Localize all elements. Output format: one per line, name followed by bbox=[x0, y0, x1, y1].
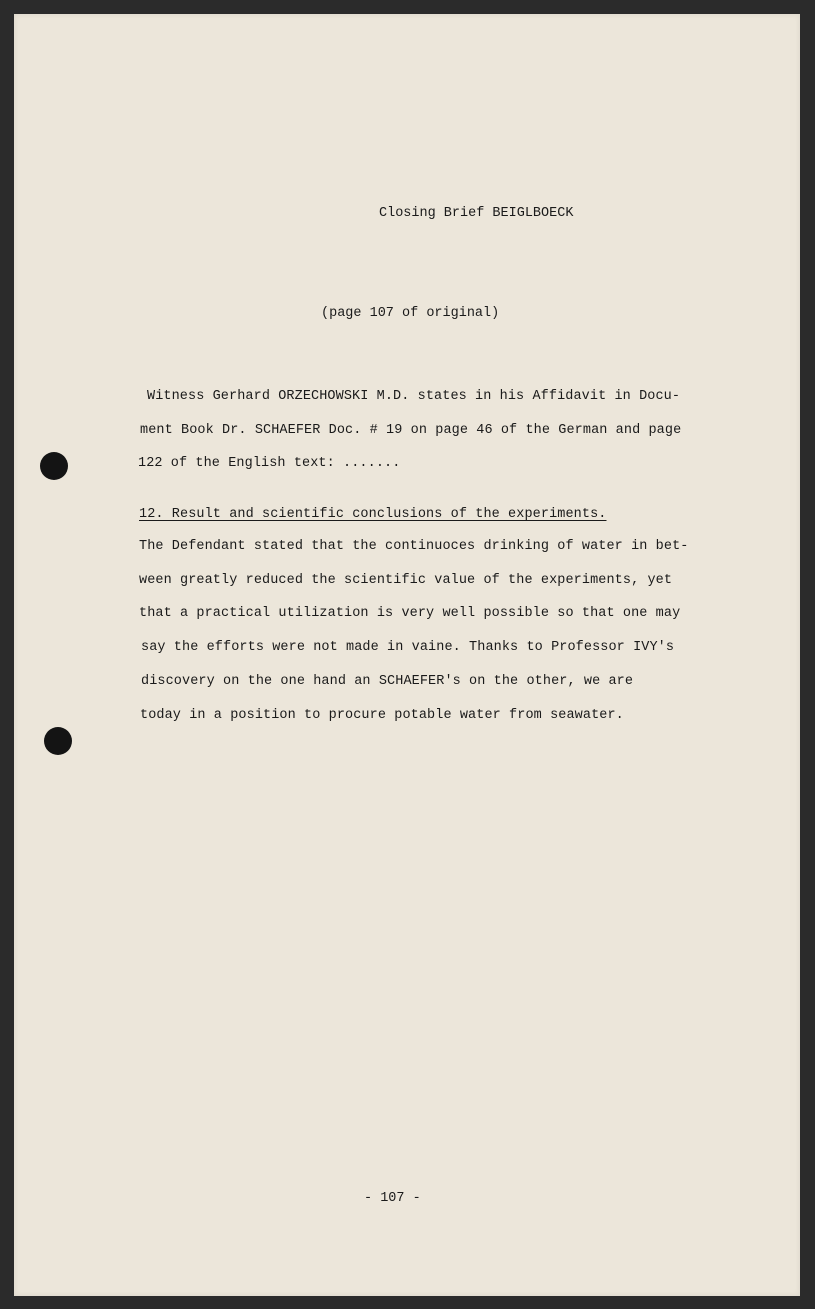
section-heading: 12. Result and scientific conclusions of the experiments. bbox=[139, 507, 607, 522]
document-page bbox=[14, 14, 800, 1296]
paragraph-line: that a practical utilization is very well possible so that one may bbox=[139, 606, 681, 621]
original-page-reference: (page 107 of original) bbox=[321, 306, 500, 321]
paragraph-line: ment Book Dr. SCHAEFER Doc. # 19 on page 46 of the German and page bbox=[140, 423, 682, 438]
paragraph-line: ween greatly reduced the scientific value of the experiments, yet bbox=[139, 573, 673, 588]
paragraph-line: say the efforts were not made in vaine. Thanks to Professor IVY's bbox=[141, 640, 675, 655]
punch-hole bbox=[44, 727, 72, 755]
paragraph-line: Witness Gerhard ORZECHOWSKI M.D. states in his Affidavit in Docu- bbox=[147, 389, 681, 404]
punch-hole bbox=[40, 452, 68, 480]
paragraph-line: today in a position to procure potable water from seawater. bbox=[140, 708, 624, 723]
paragraph-line: The Defendant stated that the continuoces drinking of water in bet- bbox=[139, 539, 689, 554]
page-number: - 107 - bbox=[364, 1191, 421, 1206]
document-title: Closing Brief BEIGLBOECK bbox=[379, 206, 574, 221]
paragraph-line: discovery on the one hand an SCHAEFER's on the other, we are bbox=[141, 674, 634, 689]
paragraph-line: 122 of the English text: ....... bbox=[138, 456, 401, 471]
